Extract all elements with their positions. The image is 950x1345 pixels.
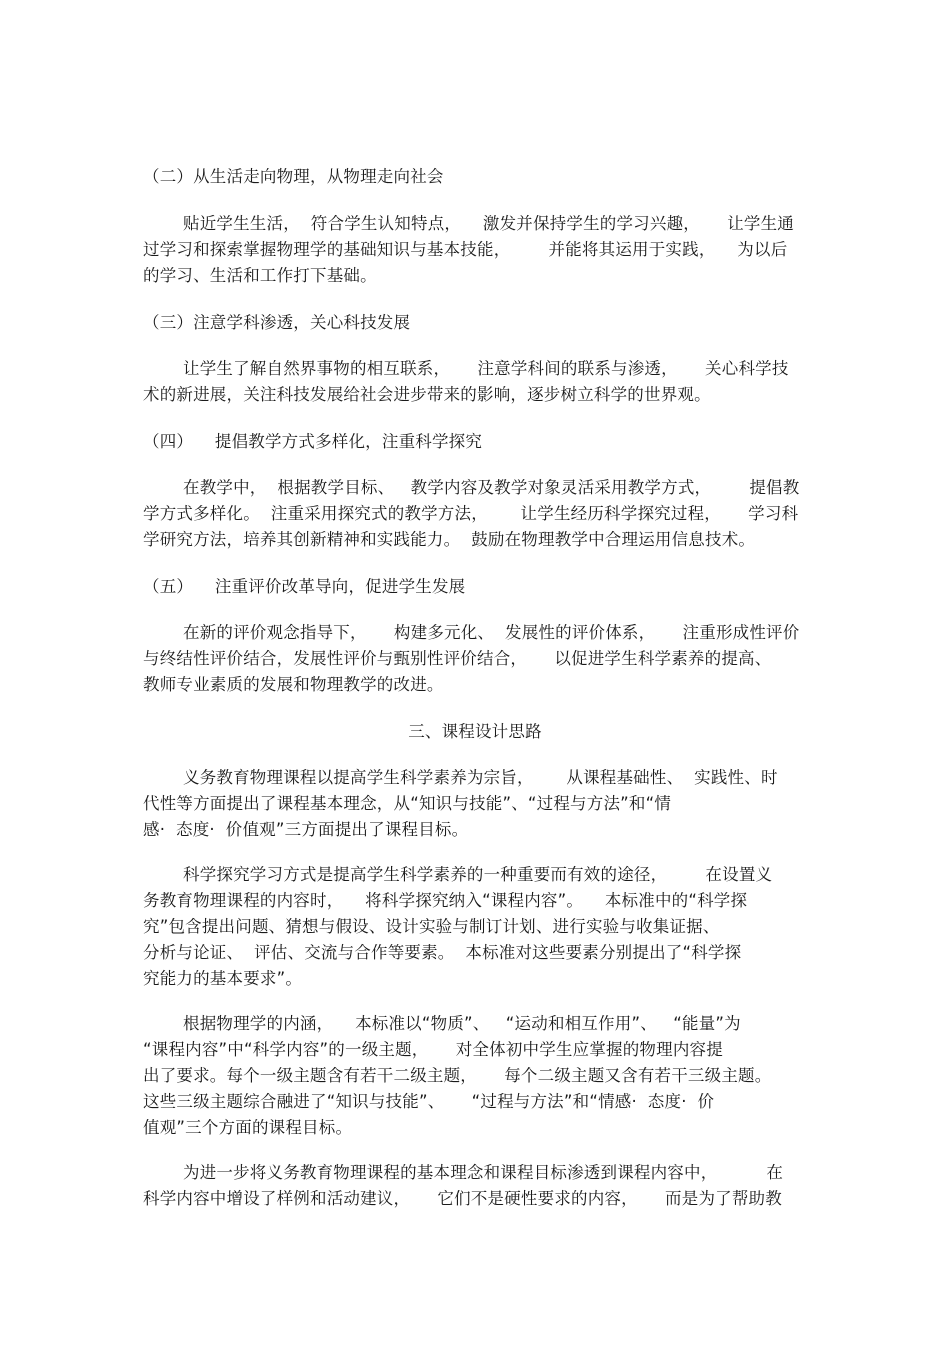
paragraph-line: 根据物理学的内涵， 本标准以“物质”、 “运动和相互作用”、 “能量”为 (183, 1014, 741, 1033)
paragraph-line: 贴近学生生活， 符合学生认知特点， 激发并保持学生的学习兴趣， 让学生通 (183, 214, 794, 233)
paragraph-line: 术的新进展，关注科技发展给社会进步带来的影响，逐步树立科学的世界观。 (143, 385, 711, 404)
section-heading-5: （五） 注重评价改革导向，促进学生发展 (143, 577, 466, 596)
paragraph-line: 义务教育物理课程以提高学生科学素养为宗旨， 从课程基础性、 实践性、时 (183, 768, 778, 787)
paragraph-line: 究能力的基本要求”。 (143, 969, 303, 988)
section-heading-4: （四） 提倡教学方式多样化，注重科学探究 (143, 432, 483, 451)
paragraph-line: 与终结性评价结合，发展性评价与甄别性评价结合， 以促进学生科学素养的提高、 (143, 649, 772, 668)
paragraph-line: 学方式多样化。 注重采用探究式的教学方法， 让学生经历科学探究过程， 学习科 (143, 504, 799, 523)
section-heading-3: （三）注意学科渗透，关心科技发展 (143, 313, 411, 332)
paragraph-line: 分析与论证、 评估、交流与合作等要素。 本标准对这些要素分别提出了“科学探 (143, 943, 742, 962)
paragraph-line: 代性等方面提出了课程基本理念，从“知识与技能”、“过程与方法”和“情 (143, 794, 672, 813)
paragraph-line: 让学生了解自然界事物的相互联系， 注意学科间的联系与渗透， 关心科学技 (183, 359, 789, 378)
paragraph-line: 科学探究学习方式是提高学生科学素养的一种重要而有效的途径， 在设置义 (183, 865, 773, 884)
paragraph-line: 的学习、生活和工作打下基础。 (143, 266, 377, 285)
paragraph-line: 究”包含提出问题、猜想与假设、设计实验与制订计划、进行实验与收集证据、 (143, 917, 720, 936)
paragraph-line: 教师专业素质的发展和物理教学的改进。 (143, 675, 444, 694)
paragraph-line: 出了要求。每个一级主题含有若干二级主题， 每个二级主题又含有若干三级主题。 (143, 1066, 772, 1085)
paragraph-line: “课程内容”中“科学内容”的一级主题， 对全体初中学生应掌握的物理内容提 (143, 1040, 723, 1059)
paragraph-line: 科学内容中增设了样例和活动建议， 它们不是硬性要求的内容， 而是为了帮助教 (143, 1189, 782, 1208)
section-heading-2: （二）从生活走向物理，从物理走向社会 (143, 167, 444, 186)
paragraph-line: 务教育物理课程的内容时， 将科学探究纳入“课程内容”。 本标准中的“科学探 (143, 891, 748, 910)
chapter-heading: 三、课程设计思路 (408, 722, 542, 741)
paragraph-line: 过学习和探索掌握物理学的基础知识与基本技能， 并能将其运用于实践， 为以后 (143, 240, 788, 259)
paragraph-line: 这些三级主题综合融进了“知识与技能”、 “过程与方法”和“情感· 态度· 价 (143, 1092, 715, 1111)
paragraph-line: 为进一步将义务教育物理课程的基本理念和课程目标渗透到课程内容中， 在 (183, 1163, 784, 1182)
paragraph-line: 在新的评价观念指导下， 构建多元化、 发展性的评价体系， 注重形成性评价 (183, 623, 800, 642)
paragraph-line: 在教学中， 根据教学目标、 教学内容及教学对象灵活采用教学方式， 提倡教 (183, 478, 800, 497)
paragraph-line: 值观”三个方面的课程目标。 (143, 1118, 353, 1137)
paragraph-line: 学研究方法，培养其创新精神和实践能力。 鼓励在物理教学中合理运用信息技术。 (143, 530, 756, 549)
paragraph-line: 感· 态度· 价值观”三方面提出了课程目标。 (143, 820, 469, 839)
